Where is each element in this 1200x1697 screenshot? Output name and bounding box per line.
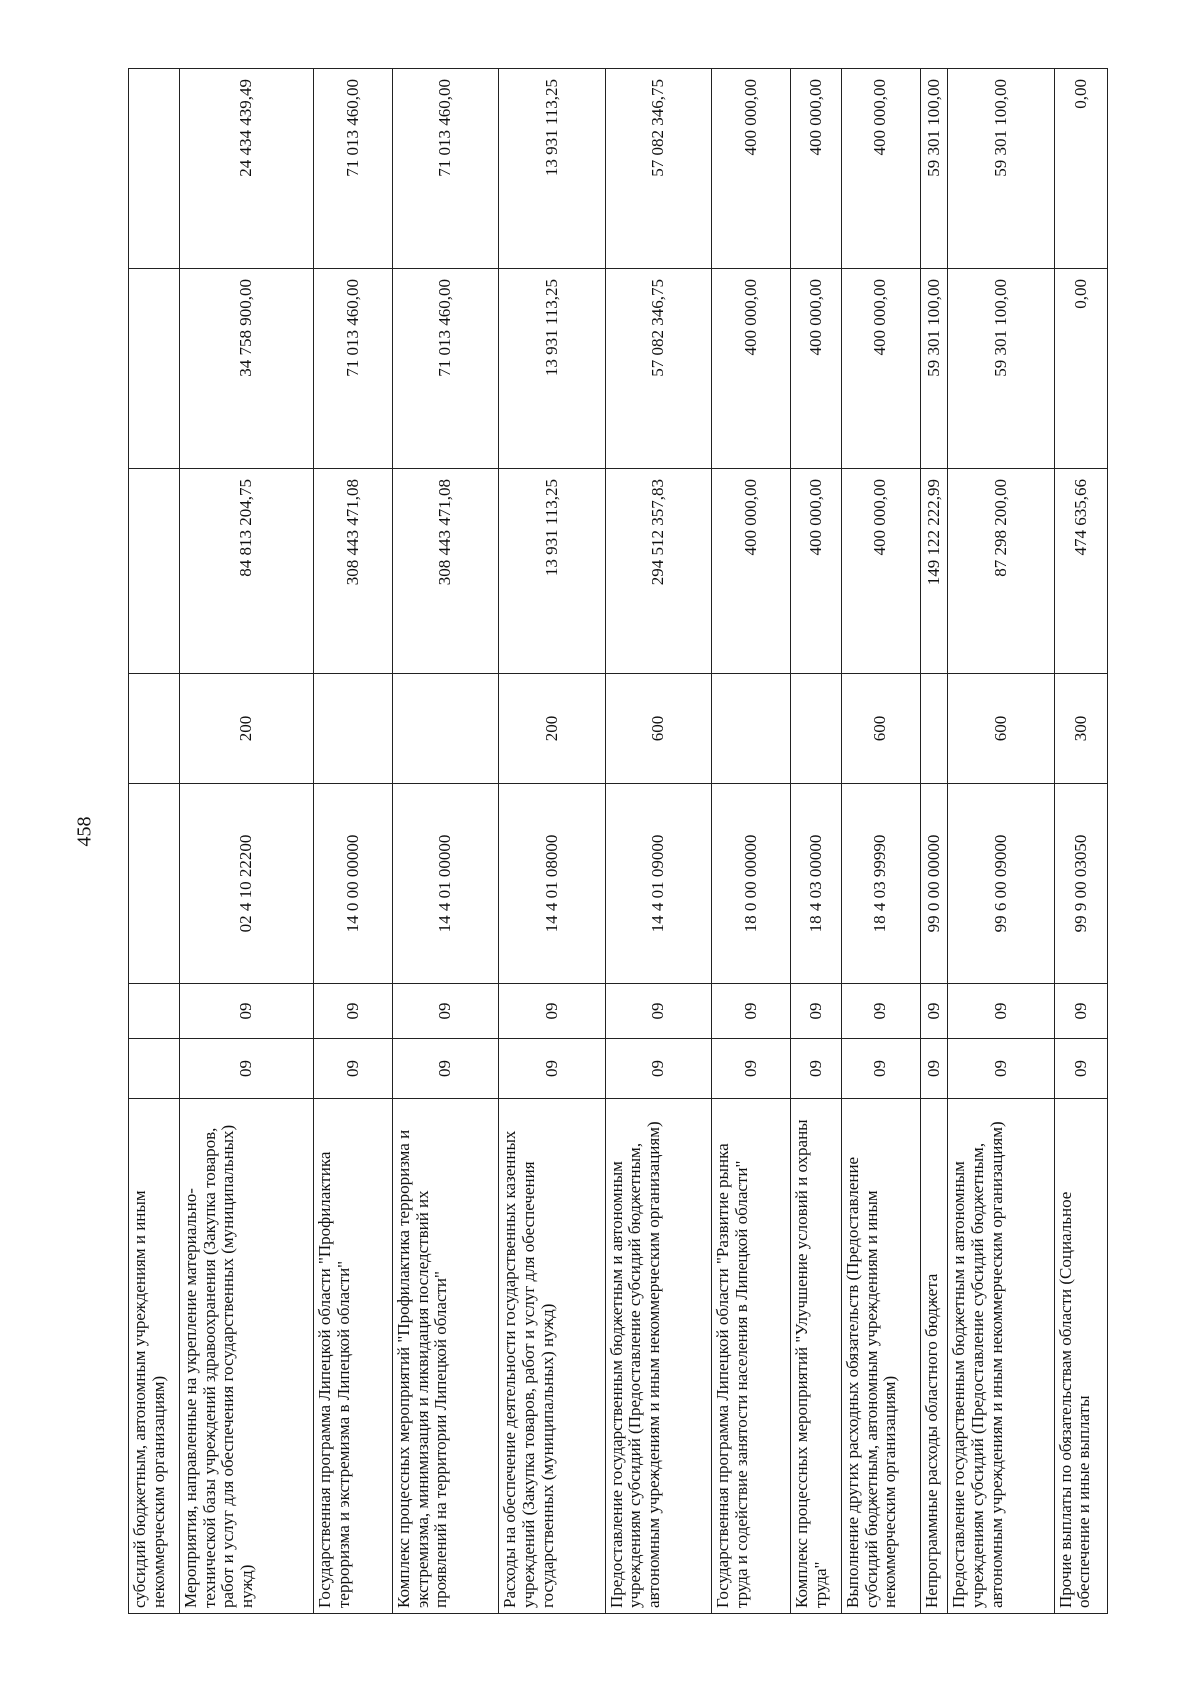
sum2-cell: 400 000,00 [841,269,920,469]
sum3-cell [129,69,180,269]
razdel-cell: 09 [948,984,1054,1039]
razdel-cell: 09 [314,984,393,1039]
table-row [1054,69,1107,1614]
sum1-cell [129,469,180,674]
sum2-cell: 400 000,00 [790,269,841,469]
vr-cell [790,674,841,784]
sum1-cell: 13 931 113,25 [499,469,605,674]
vr-cell [129,674,180,784]
table-row [605,69,711,1614]
ved-cell: 09 [180,1039,314,1099]
razdel-cell: 09 [1054,984,1107,1039]
csr-cell: 18 4 03 99990 [841,784,920,984]
row-name-cell: субсидий бюджетным, автономным учреждениям и иным некоммерческим организациям) [129,1099,180,1614]
ved-cell: 09 [314,1039,393,1099]
sum2-cell: 71 013 460,00 [314,269,393,469]
sum3-cell: 400 000,00 [841,69,920,269]
csr-cell [129,784,180,984]
sum3-cell: 13 931 113,25 [499,69,605,269]
razdel-cell: 09 [712,984,791,1039]
sum2-cell [129,269,180,469]
vr-cell [920,674,948,784]
row-name-cell: Комплекс процессных мероприятий "Улучшение условий и охраны труда" [790,1099,841,1614]
vr-cell: 200 [499,674,605,784]
row-name-cell: Комплекс процессных мероприятий "Профилактика терроризма и экстремизма, минимизация и ликвидация последствий их проявлений на территории Липецкой области" [392,1099,498,1614]
razdel-cell: 09 [392,984,498,1039]
sum3-cell: 0,00 [1054,69,1107,269]
razdel-cell: 09 [920,984,948,1039]
sum3-cell: 71 013 460,00 [392,69,498,269]
sum1-cell: 400 000,00 [790,469,841,674]
sum1-cell: 308 443 471,08 [314,469,393,674]
table-row [712,69,791,1614]
sum2-cell: 59 301 100,00 [920,269,948,469]
table-row [180,69,314,1614]
ved-cell [129,1039,180,1099]
ved-cell: 09 [712,1039,791,1099]
table-row [841,69,920,1614]
table-row [499,69,605,1614]
sum3-cell: 400 000,00 [790,69,841,269]
sum1-cell: 474 635,66 [1054,469,1107,674]
csr-cell: 99 0 00 00000 [920,784,948,984]
row-name-cell: Расходы на обеспечение деятельности государственных казенных учреждений (Закупка товаров, работ и услуг для обеспечения государственных (муниципальных) нужд) [499,1099,605,1614]
row-name-cell: Выполнение других расходных обязательств (Предоставление субсидий бюджетным, автономным учреждениям и иным некоммерческим организациям) [841,1099,920,1614]
row-name-cell: Предоставление государственным бюджетным и автономным учреждениям субсидий (Предоставление субсидий бюджетным, автономным учреждениям и иным некоммерческим организациям) [605,1099,711,1614]
row-name-cell: Непрограммные расходы областного бюджета [920,1099,948,1614]
razdel-cell: 09 [499,984,605,1039]
sum3-cell: 59 301 100,00 [948,69,1054,269]
sum1-cell: 149 122 222,99 [920,469,948,674]
sum3-cell: 24 434 439,49 [180,69,314,269]
sum2-cell: 59 301 100,00 [948,269,1054,469]
csr-cell: 18 4 03 00000 [790,784,841,984]
row-name-cell: Государственная программа Липецкой области "Развитие рынка труда и содействие занятости населения в Липецкой области" [712,1099,791,1614]
table-row [790,69,841,1614]
sum2-cell: 34 758 900,00 [180,269,314,469]
ved-cell: 09 [920,1039,948,1099]
row-name-cell: Государственная программа Липецкой области "Профилактика терроризма и экстремизма в Липецкой области" [314,1099,393,1614]
row-name-cell: Мероприятия, направленные на укрепление материально-технической базы учреждений здравоохранения (Закупка товаров, работ и услуг для обеспечения государственных (муниципальных) нужд) [180,1099,314,1614]
sum2-cell: 57 082 346,75 [605,269,711,469]
csr-cell: 18 0 00 00000 [712,784,791,984]
csr-cell: 02 4 10 22200 [180,784,314,984]
vr-cell: 600 [948,674,1054,784]
table-row [129,69,180,1614]
sum1-cell: 400 000,00 [712,469,791,674]
sum1-cell: 294 512 357,83 [605,469,711,674]
table-row [392,69,498,1614]
table-row [948,69,1054,1614]
page-number: 458 [73,816,96,847]
sum3-cell: 57 082 346,75 [605,69,711,269]
csr-cell: 14 4 01 08000 [499,784,605,984]
csr-cell: 14 4 01 00000 [392,784,498,984]
ved-cell: 09 [841,1039,920,1099]
csr-cell: 99 6 00 09000 [948,784,1054,984]
vr-cell [712,674,791,784]
sum1-cell: 87 298 200,00 [948,469,1054,674]
razdel-cell: 09 [841,984,920,1039]
sum2-cell: 13 931 113,25 [499,269,605,469]
sum1-cell: 84 813 204,75 [180,469,314,674]
vr-cell: 600 [841,674,920,784]
sum1-cell: 400 000,00 [841,469,920,674]
ved-cell: 09 [392,1039,498,1099]
sum3-cell: 59 301 100,00 [920,69,948,269]
ved-cell: 09 [948,1039,1054,1099]
vr-cell [392,674,498,784]
razdel-cell: 09 [605,984,711,1039]
row-name-cell: Предоставление государственным бюджетным и автономным учреждениям субсидий (Предоставление субсидий бюджетным, автономным учреждениям и иным некоммерческим организациям) [948,1099,1054,1614]
razdel-cell [129,984,180,1039]
sum2-cell: 0,00 [1054,269,1107,469]
table-row [920,69,948,1614]
table-row [314,69,393,1614]
csr-cell: 14 4 01 09000 [605,784,711,984]
razdel-cell: 09 [180,984,314,1039]
ved-cell: 09 [1054,1039,1107,1099]
ved-cell: 09 [499,1039,605,1099]
vr-cell: 300 [1054,674,1107,784]
sum2-cell: 71 013 460,00 [392,269,498,469]
razdel-cell: 09 [790,984,841,1039]
vr-cell: 600 [605,674,711,784]
csr-cell: 99 9 00 03050 [1054,784,1107,984]
vr-cell [314,674,393,784]
csr-cell: 14 0 00 00000 [314,784,393,984]
ved-cell: 09 [605,1039,711,1099]
sum3-cell: 71 013 460,00 [314,69,393,269]
row-name-cell: Прочие выплаты по обязательствам области (Социальное обеспечение и иные выплаты [1054,1099,1107,1614]
rotated-table-wrapper [128,69,1108,1614]
ved-cell: 09 [790,1039,841,1099]
budget-table [128,68,1108,1614]
sum3-cell: 400 000,00 [712,69,791,269]
sum2-cell: 400 000,00 [712,269,791,469]
sum1-cell: 308 443 471,08 [392,469,498,674]
vr-cell: 200 [180,674,314,784]
